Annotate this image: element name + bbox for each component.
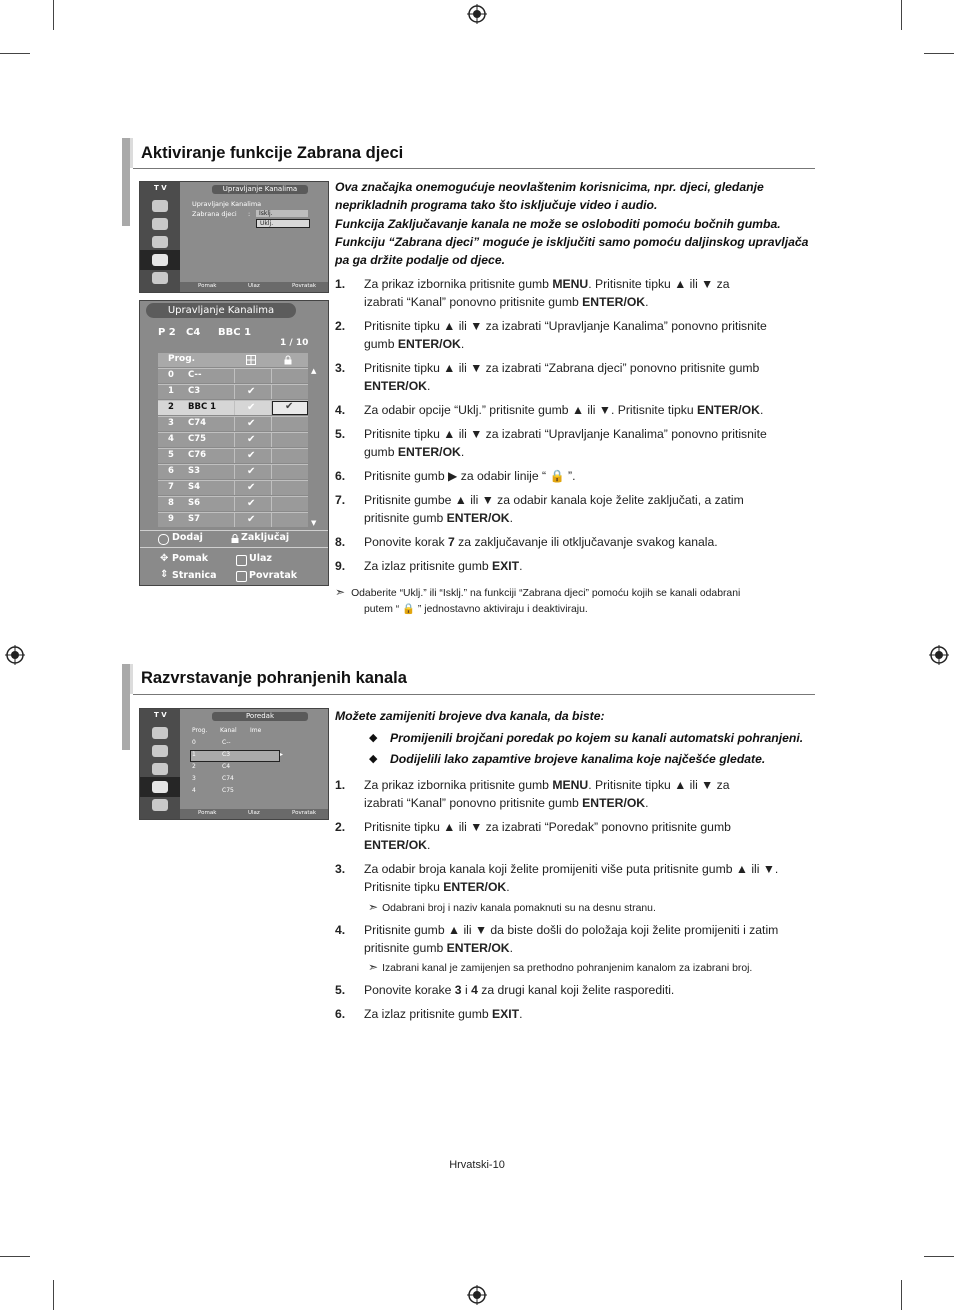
section-rule — [133, 168, 815, 169]
tv-menu-screenshot — [139, 708, 329, 820]
step-text-part: za drugi kanal koji želite rasporediti. — [477, 983, 675, 997]
note-arrow-icon: ➣ — [335, 585, 346, 599]
note — [368, 898, 656, 918]
step-text-part: Ponovite korake — [364, 983, 455, 997]
row-channel: C-- — [188, 370, 202, 380]
registration-mark-icon — [467, 1285, 487, 1305]
step-text-part: izabrati “Kanal” ponovno pritisnite gumb — [364, 796, 583, 810]
menu-title: Upravljanje Kanalima — [212, 185, 308, 194]
step-line — [364, 401, 814, 419]
step-text-part: . — [460, 445, 465, 459]
row-channel: C75 — [188, 434, 207, 444]
check-icon: ✔ — [247, 514, 256, 525]
crop-mark — [0, 1256, 30, 1257]
check-icon: ✔ — [247, 402, 256, 413]
step-line — [364, 794, 814, 812]
step-text-part: Za odabir broja kanala koji želite promijeniti više puta pritisnite gumb ▲ ili ▼. — [364, 862, 779, 876]
lock-cell — [271, 433, 309, 447]
step-keyword: ENTER/OK — [446, 511, 510, 525]
row-channel: BBC 1 — [188, 402, 217, 412]
step-text — [364, 401, 814, 419]
diamond-bullet-icon: ◆ — [369, 732, 378, 744]
note-text: Odaberite “Uklj.” ili “Isklj.” na funkciji “Zabrana djeci” pomoću kojih se kanali odabrani — [351, 588, 741, 599]
step-line — [364, 860, 814, 878]
return-icon — [236, 571, 247, 582]
input-icon — [152, 272, 168, 284]
footer-back: Povratak — [292, 810, 317, 816]
tv-menu-screenshot — [139, 181, 329, 293]
step-text — [364, 467, 814, 485]
check-icon: ✔ — [247, 498, 256, 509]
step-line — [364, 425, 814, 443]
note-text: Izabrani kanal je zamijenjen sa prethodno pohranjenim kanalom za izabrani broj. — [382, 963, 753, 974]
step-number: 2. — [335, 319, 346, 333]
row-channel: C75 — [222, 787, 234, 794]
add-button-icon — [158, 534, 169, 545]
menu-line: Zabrana djeci — [192, 210, 237, 218]
step-text-part: Za izlaz pritisnite gumb — [364, 1007, 493, 1021]
crop-mark — [901, 0, 902, 30]
check-icon: ✔ — [285, 401, 294, 412]
step-keyword: ENTER/OK — [582, 295, 646, 309]
step-text-part: Pritisnite gumbe ▲ ili ▼ za odabir kanala koje želite zaključati, a zatim — [364, 493, 744, 507]
step-text — [364, 1005, 814, 1023]
step-text-part: . — [426, 379, 431, 393]
divider — [140, 547, 328, 548]
table-row — [158, 368, 308, 383]
note — [368, 958, 752, 978]
step-number: 5. — [335, 427, 346, 441]
step-line — [364, 557, 814, 575]
row-number: 1 — [168, 386, 174, 396]
step-number: 8. — [335, 535, 346, 549]
row-channel: S7 — [188, 514, 201, 524]
step-text-part: . Pritisnite tipku ▲ ili ▼ za — [588, 277, 730, 291]
step-text-part: gumb — [364, 445, 398, 459]
step-text-part: . — [509, 511, 514, 525]
step-text-part: . — [519, 1007, 523, 1021]
step-text-part: Pritisnite tipku ▲ ili ▼ za izabrati “Poredak” ponovno pritisnite gumb — [364, 820, 731, 834]
table-row — [158, 512, 308, 527]
menu-title: Upravljanje Kanalima — [146, 303, 296, 318]
table-row — [158, 432, 308, 447]
crop-mark — [53, 1280, 54, 1310]
step-keyword: 3 — [454, 983, 462, 997]
step-keyword: ENTER/OK — [364, 838, 427, 852]
check-icon: ✔ — [247, 482, 256, 493]
step-text-part: Za izlaz pritisnite gumb — [364, 559, 493, 573]
footer-back: Povratak — [292, 283, 317, 289]
option-on: Uklj. — [256, 219, 310, 228]
col-channel: Kanal — [220, 727, 237, 734]
step-text-part: . — [645, 796, 649, 810]
table-row — [158, 448, 308, 463]
note-text: putem “ 🔒 ” jednostavno aktiviraju i deaktiviraju. — [364, 604, 588, 615]
footer-enter: Ulaz — [248, 810, 260, 816]
step-keyword: ENTER/OK — [397, 337, 461, 351]
step-text-part: Pritisnite tipku — [364, 880, 444, 894]
channel-manager-screenshot — [139, 300, 329, 586]
row-channel: S3 — [188, 466, 201, 476]
step-keyword: ENTER/OK — [443, 880, 507, 894]
move-label: Pomak — [172, 553, 209, 564]
col-prog: Prog. — [192, 727, 208, 734]
check-icon: ✔ — [247, 434, 256, 445]
step-text-part: pritisnite gumb — [364, 941, 447, 955]
step-text — [364, 557, 814, 575]
step-keyword: EXIT — [492, 559, 520, 573]
bullet-text: Dodijelili lako zapamtive brojeve kanalima koje najčešće gledate. — [390, 752, 766, 766]
diamond-bullet-icon: ◆ — [369, 753, 378, 765]
registration-mark-icon — [929, 645, 949, 665]
scroll-up-icon[interactable]: ▲ — [311, 367, 317, 375]
input-icon — [152, 799, 168, 811]
picture-icon — [152, 200, 168, 212]
picture-icon — [152, 727, 168, 739]
section-title: Razvrstavanje pohranjenih kanala — [141, 669, 407, 687]
step-keyword: EXIT — [492, 1007, 520, 1021]
row-number: 6 — [168, 466, 174, 476]
row-channel: S4 — [188, 482, 201, 492]
step-text — [364, 491, 814, 527]
enter-label: Ulaz — [249, 553, 272, 564]
step-number: 6. — [335, 469, 346, 483]
step-number: 9. — [335, 559, 346, 573]
step-number: 1. — [335, 277, 346, 291]
step-text-part: . — [426, 838, 431, 852]
footer-enter: Ulaz — [248, 283, 260, 289]
step-text-part: za zaključavanje ili otključavanje svakog kanala. — [454, 535, 718, 549]
channel-icon — [152, 236, 168, 248]
step-number: 4. — [335, 923, 346, 937]
row-number: 5 — [168, 450, 174, 460]
tv-label: T V — [154, 184, 167, 192]
step-line — [364, 776, 814, 794]
page-label: Stranica — [172, 570, 217, 581]
step-text-part: . — [509, 941, 514, 955]
step-number: 1. — [335, 778, 346, 792]
crop-mark — [924, 1256, 954, 1257]
step-number: 3. — [335, 361, 346, 375]
lock-cell — [271, 369, 309, 383]
step-line — [364, 317, 814, 335]
row-channel: C3 — [222, 751, 231, 758]
step-number: 6. — [335, 1007, 346, 1021]
row-number: 7 — [168, 482, 174, 492]
table-row — [158, 480, 308, 495]
step-line — [364, 878, 814, 896]
row-number: 2 — [168, 402, 174, 412]
step-line — [364, 275, 814, 293]
add-label: Dodaj — [172, 532, 203, 543]
row-number: 1 — [192, 751, 196, 758]
step-text-part: . — [460, 337, 465, 351]
step-keyword: ENTER/OK — [446, 941, 510, 955]
step-text-part: gumb — [364, 337, 398, 351]
setup-icon — [152, 254, 168, 266]
move-icon: ✥ — [160, 553, 169, 564]
current-program: P 2 — [158, 327, 176, 338]
section-title: Aktiviranje funkcije Zabrana djeci — [141, 144, 404, 162]
step-text — [364, 533, 814, 551]
step-line — [364, 1005, 814, 1023]
step-keyword: 4 — [471, 983, 478, 997]
bullet-text: Promijenili brojčani poredak po kojem su kanali automatski pohranjeni. — [390, 731, 804, 745]
step-text — [364, 860, 814, 896]
lock-cell — [271, 481, 309, 495]
step-keyword: ENTER/OK — [696, 403, 760, 417]
row-channel: C74 — [188, 418, 207, 428]
step-text-part: Za prikaz izbornika pritisnite gumb — [364, 778, 553, 792]
add-cell — [234, 369, 272, 383]
setup-icon — [152, 781, 168, 793]
table-header — [158, 353, 308, 367]
step-text-part: . — [519, 559, 523, 573]
step-line — [364, 293, 814, 311]
crop-mark — [53, 0, 54, 30]
row-number: 9 — [168, 514, 174, 524]
step-text-part: Za odabir opcije “Uklj.” pritisnite gumb ▲ ili ▼. Pritisnite tipku — [364, 403, 697, 417]
lock-icon — [231, 533, 239, 544]
intro-line: Funkciju “Zabrana djeci” moguće je isključiti samo pomoću daljinskog upravljača — [335, 235, 809, 249]
step-text-part: . Pritisnite tipku ▲ ili ▼ za — [588, 778, 730, 792]
note — [335, 583, 740, 603]
step-line — [364, 335, 814, 353]
step-line — [364, 981, 814, 999]
section-bar — [130, 664, 133, 694]
step-text-part: Pritisnite gumb ▶ za odabir linije “ 🔒 ”. — [364, 469, 576, 483]
current-name: BBC 1 — [218, 327, 252, 338]
step-text-part: . — [506, 880, 510, 894]
step-text-part: Pritisnite tipku ▲ ili ▼ za izabrati “Upravljanje Kanalima” ponovno pritisnite — [364, 427, 767, 441]
step-text-part: pritisnite gumb — [364, 511, 447, 525]
page-indicator: 1 / 10 — [280, 338, 309, 348]
col-name: Ime — [250, 727, 262, 734]
step-line — [364, 939, 814, 957]
step-keyword: ENTER/OK — [364, 379, 427, 393]
menu-footer — [180, 809, 328, 819]
step-keyword: MENU — [552, 277, 589, 291]
step-number: 7. — [335, 493, 346, 507]
lock-cell — [271, 385, 309, 399]
lock-cell — [271, 449, 309, 463]
note-arrow-icon: ➣ — [368, 960, 379, 974]
row-channel: C-- — [222, 739, 231, 746]
section-bar — [130, 138, 133, 168]
step-keyword: ENTER/OK — [582, 796, 646, 810]
step-number: 3. — [335, 862, 346, 876]
step-line — [364, 443, 814, 461]
step-number: 5. — [335, 983, 346, 997]
step-text — [364, 818, 814, 854]
step-line — [364, 491, 814, 509]
crop-mark — [0, 53, 30, 54]
row-number: 3 — [192, 775, 196, 782]
table-row — [158, 464, 308, 479]
step-text-part: . — [645, 295, 649, 309]
step-line — [364, 921, 814, 939]
menu-line: Upravljanje Kanalima — [192, 200, 262, 208]
step-text-part: Pritisnite tipku ▲ ili ▼ za izabrati “Zabrana djeci” ponovno pritisnite gumb — [364, 361, 760, 375]
row-number: 0 — [168, 370, 174, 380]
section-bar — [122, 664, 130, 750]
table-row — [158, 416, 308, 431]
step-line — [364, 467, 814, 485]
intro-line: neprikladnih programa tako što isključuje video i audio. — [335, 198, 658, 212]
option-off: Isklj. — [256, 210, 308, 217]
menu-title: Poredak — [212, 712, 308, 721]
row-number: 2 — [192, 763, 196, 770]
row-number: 4 — [168, 434, 174, 444]
current-channel: C4 — [186, 327, 201, 338]
step-text — [364, 275, 814, 311]
note-text: Odabrani broj i naziv kanala pomaknuti su na desnu stranu. — [382, 903, 656, 914]
step-text-part: . — [759, 403, 764, 417]
step-text — [364, 425, 814, 461]
selected-row-box — [190, 750, 280, 762]
step-text — [364, 776, 814, 812]
step-text-part: Pritisnite gumb ▲ ili ▼ da biste došli do položaja koji želite promijeniti i zatim — [364, 923, 779, 937]
lock-cell — [271, 417, 309, 431]
step-line — [364, 377, 814, 395]
footer-move: Pomak — [198, 810, 217, 816]
intro-line: Možete zamijeniti brojeve dva kanala, da biste: — [335, 709, 605, 723]
section-rule — [133, 694, 815, 695]
crop-mark — [924, 53, 954, 54]
scroll-down-icon[interactable]: ▼ — [311, 519, 317, 527]
row-channel: S6 — [188, 498, 201, 508]
lock-cell — [271, 497, 309, 511]
lock-cell — [271, 513, 309, 527]
tv-label: T V — [154, 711, 167, 719]
step-text-part: izabrati “Kanal” ponovno pritisnite gumb — [364, 295, 583, 309]
row-channel: C4 — [222, 763, 231, 770]
back-label: Povratak — [249, 570, 298, 581]
row-number: 8 — [168, 498, 174, 508]
row-number: 0 — [192, 739, 196, 746]
table-row — [158, 384, 308, 399]
sound-icon — [152, 218, 168, 230]
enter-icon — [236, 555, 247, 566]
note-arrow-icon: ➣ — [368, 900, 379, 914]
lock-label: Zaključaj — [241, 532, 290, 543]
menu-colon: : — [248, 210, 251, 218]
check-icon: ✔ — [247, 466, 256, 477]
divider — [140, 530, 328, 531]
step-text-part: Ponovite korak — [364, 535, 449, 549]
sound-icon — [152, 745, 168, 757]
step-line — [364, 359, 814, 377]
intro-line: pa ga držite podalje od djece. — [335, 253, 505, 267]
footer-move: Pomak — [198, 283, 217, 289]
step-line — [364, 818, 814, 836]
add-icon — [246, 355, 256, 365]
menu-footer — [180, 282, 328, 292]
row-channel: C74 — [222, 775, 234, 782]
step-line — [364, 836, 814, 854]
lock-icon — [284, 355, 292, 365]
row-number: 3 — [168, 418, 174, 428]
intro-line: Ova značajka onemogućuje neovlaštenim korisnicima, npr. djeci, gledanje — [335, 180, 764, 194]
step-text — [364, 317, 814, 353]
step-keyword: 7 — [448, 535, 455, 549]
crop-mark — [901, 1280, 902, 1310]
table-row — [158, 400, 308, 415]
row-number: 4 — [192, 787, 196, 794]
page-footer: Hrvatski-10 — [449, 1159, 505, 1171]
page-icon: ⇕ — [160, 569, 169, 580]
row-channel: C76 — [188, 450, 207, 460]
lock-selection-box — [272, 401, 308, 415]
header-prog: Prog. — [168, 354, 196, 364]
intro-line: Funkcija Zaključavanje kanala ne može se osloboditi pomoću bočnih gumba. — [335, 217, 781, 231]
step-line — [364, 533, 814, 551]
check-icon: ✔ — [247, 386, 256, 397]
section-bar — [122, 138, 130, 226]
row-channel: C3 — [188, 386, 201, 396]
step-text — [364, 981, 814, 999]
step-text-part: i — [461, 983, 472, 997]
step-line — [364, 509, 814, 527]
step-keyword: ENTER/OK — [397, 445, 461, 459]
step-text-part: Za prikaz izbornika pritisnite gumb — [364, 277, 553, 291]
registration-mark-icon — [467, 4, 487, 24]
step-text — [364, 359, 814, 395]
step-number: 2. — [335, 820, 346, 834]
check-icon: ✔ — [247, 450, 256, 461]
check-icon: ✔ — [247, 418, 256, 429]
step-number: 4. — [335, 403, 346, 417]
channel-icon — [152, 763, 168, 775]
move-right-icon: ▸ — [280, 751, 284, 758]
step-text-part: Pritisnite tipku ▲ ili ▼ za izabrati “Upravljanje Kanalima” ponovno pritisnite — [364, 319, 767, 333]
step-keyword: MENU — [552, 778, 589, 792]
table-row — [158, 496, 308, 511]
lock-cell — [271, 465, 309, 479]
registration-mark-icon — [5, 645, 25, 665]
step-text — [364, 921, 814, 957]
